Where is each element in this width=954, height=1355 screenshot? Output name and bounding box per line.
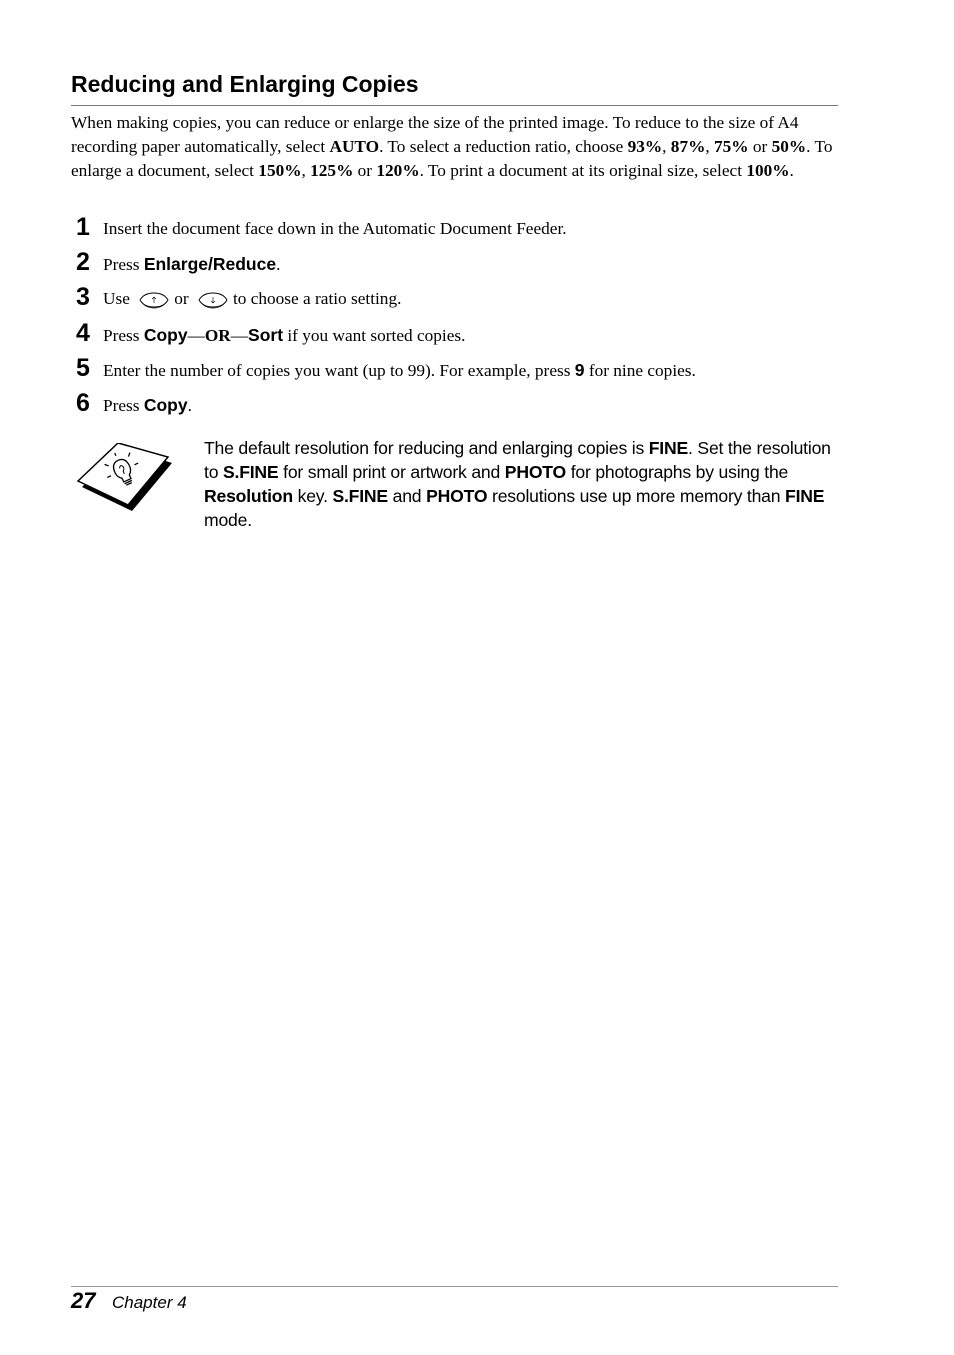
lightbulb-note-icon	[74, 443, 176, 513]
step-text: Enter the number of copies you want (up to 99). For example, press 9 for nine copies.	[103, 360, 696, 380]
step-number: 6	[76, 389, 90, 417]
key-9: 9	[574, 360, 585, 380]
step-number: 5	[76, 354, 90, 382]
step-text: Press Copy.	[103, 395, 192, 415]
footer-divider	[71, 1286, 838, 1287]
step-number: 1	[76, 213, 90, 241]
page-number: 27	[71, 1288, 96, 1313]
up-arrow-key-icon	[138, 290, 170, 310]
step-text: Press Copy—OR—Sort if you want sorted copies.	[103, 325, 466, 345]
down-arrow-key-icon	[197, 290, 229, 310]
section-title: Reducing and Enlarging Copies	[71, 71, 419, 97]
title-divider	[71, 105, 838, 106]
step-number: 3	[76, 283, 90, 311]
key-enlarge-reduce: Enlarge/Reduce	[143, 254, 277, 274]
key-copy: Copy	[143, 395, 188, 415]
step-text: Press Enlarge/Reduce.	[103, 254, 281, 274]
step-text: Insert the document face down in the Automatic Document Feeder.	[103, 219, 567, 238]
chapter-label: Chapter 4	[112, 1293, 187, 1312]
step-number: 2	[76, 248, 90, 276]
intro-paragraph: When making copies, you can reduce or enlarge the size of the printed image. To reduce to the size of A4 recording paper automatically, select AUTO. To select a reduction ratio, choose 93%, 87%, 75% or 50%. To enlarge a document, select 150%, 125% or 120%. To print a document at its original size, select 100%.	[71, 113, 833, 180]
tip-note: The default resolution for reducing and enlarging copies is FINE. Set the resolution to S.FINE for small print or artwork and PHOTO for photographs by using the Resolution key. S.FINE and PHOTO resolutions use up more memory than FINE mode.	[204, 438, 831, 530]
step-number: 4	[76, 319, 90, 347]
key-sort: Sort	[248, 325, 284, 345]
key-copy: Copy	[143, 325, 188, 345]
step-text: Use or to choose a ratio setting.	[103, 289, 402, 308]
